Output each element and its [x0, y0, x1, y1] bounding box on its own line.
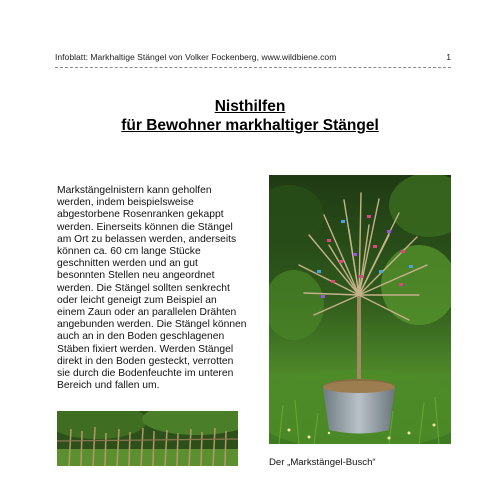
header-text: Infoblatt: Markhaltige Stängel von Volker Fockenberg, www.wildbiene.com	[55, 52, 337, 62]
figure-caption: Der „Markstängel-Busch“	[269, 457, 376, 468]
body-paragraph: Markstängelnistern kann geholfen werden, indem beispielsweise abgestorbene Rosenranken gekappt werden. Einerseits können die Stängel am Ort zu belassen werden, anderseits können ca. 60 cm lange Stücke geschnitten werden und an gut besonnten Stellen neu angeordnet werden. Die Stängel sollten senkrecht oder leicht geneigt zum Beispiel an einem Zaun oder an parallelen Drähten angebunden werden. Die Stängel können auch an in den Boden geschlagenen Stäben fixiert werden. Werden Stängel direkt in den Boden gesteckt, verrotten sie durch die Bodenfeuchte im unteren Bereich und fallen um.	[57, 185, 247, 392]
page-subtitle: für Bewohner markhaltiger Stängel	[121, 117, 379, 134]
page-title: Nisthilfen	[214, 98, 286, 115]
stem-bush-photo	[269, 175, 451, 444]
fence-stems-photo	[57, 411, 238, 466]
header-divider	[55, 67, 451, 68]
page-number: 1	[446, 52, 451, 62]
